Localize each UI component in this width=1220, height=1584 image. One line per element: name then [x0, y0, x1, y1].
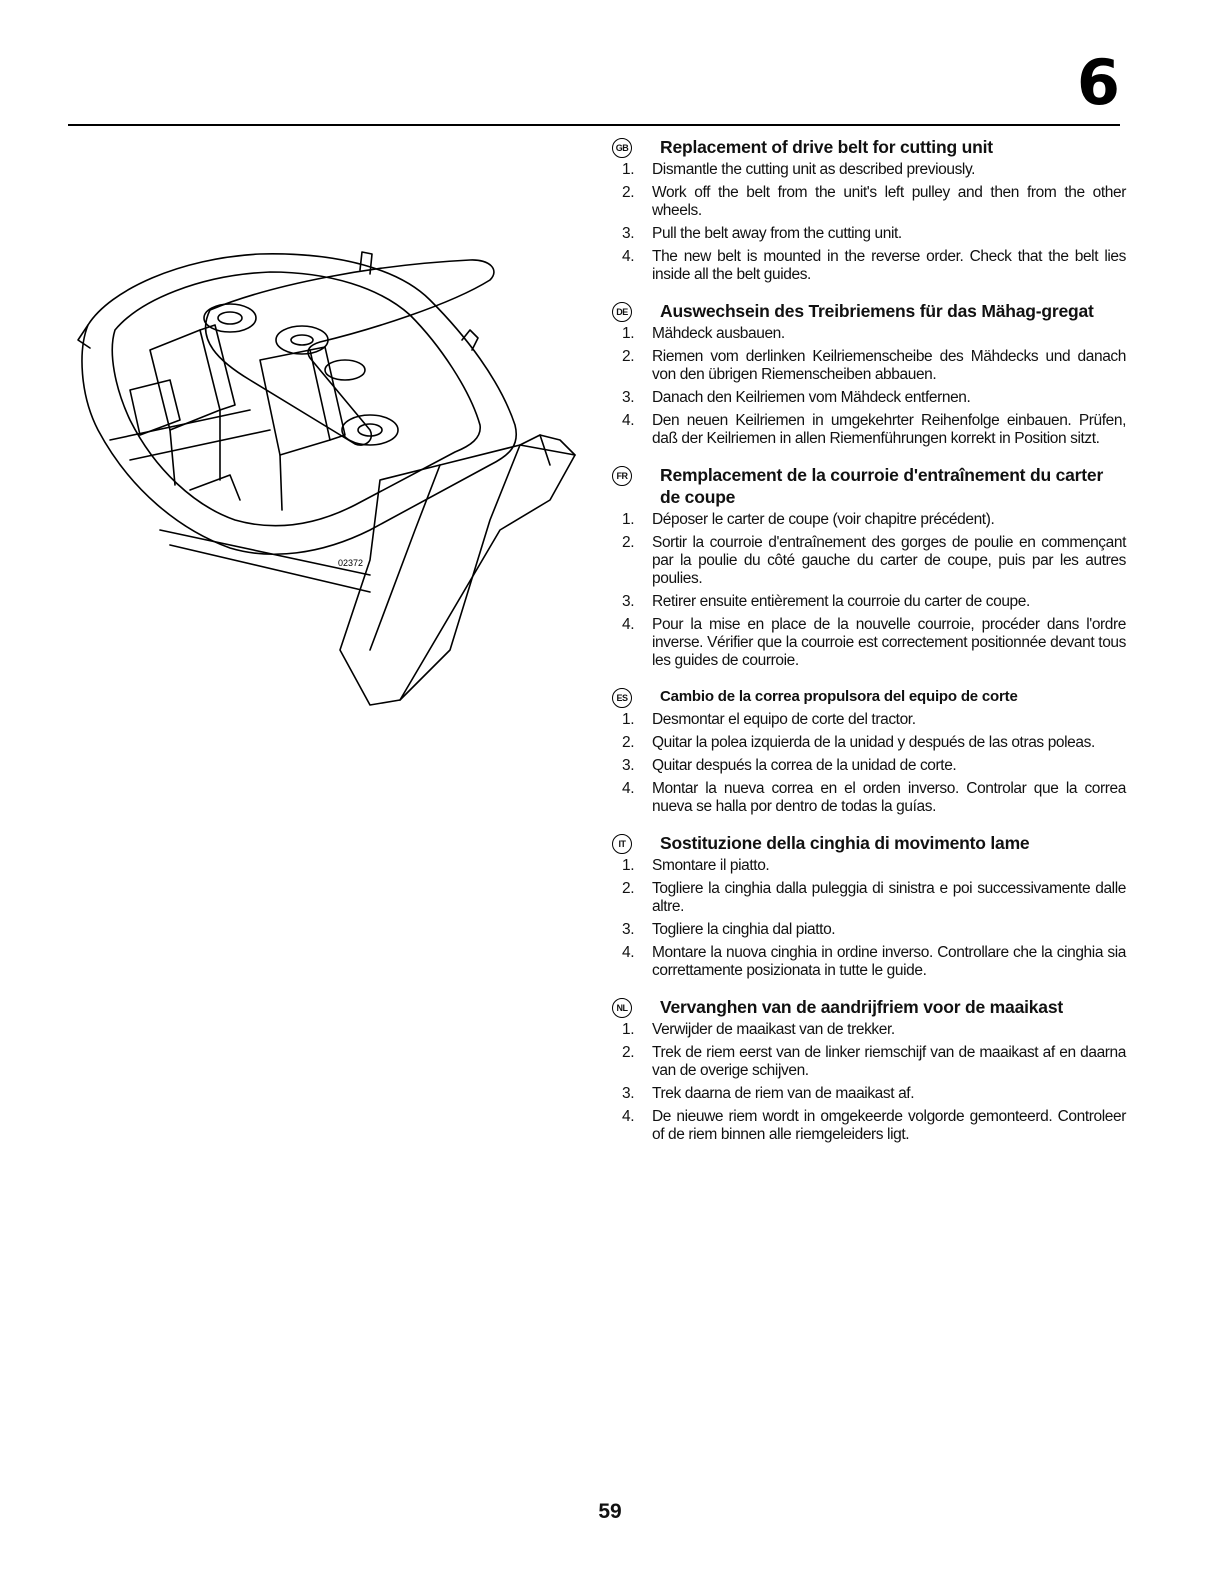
section-es: [612, 686, 1126, 816]
list-item: 1. Verwijder de maaikast van de trekker.: [622, 1021, 895, 1038]
list-item: 2. Trek de riem eerst van de linker riemschijf van de maaikast af en daarna van de overige schijven.: [622, 1044, 1126, 1079]
list-item: 4. Montar la nueva correa en el orden inverso. Controlar que la correa nueva se halla por dentro de todas la guías.: [622, 780, 1126, 815]
section-nl: [612, 996, 1126, 1144]
section-de: [612, 300, 1126, 448]
list-item: 4. The new belt is mounted in the reverse order. Check that the belt lies inside all the belt guides.: [622, 248, 1126, 283]
list-item: 1. Déposer le carter de coupe (voir chapitre précédent).: [622, 511, 995, 528]
section-title: Auswechsein des Treibriemens für das Mähag-gregat: [660, 301, 1094, 321]
language-badge-it: IT: [612, 834, 632, 854]
section-gb: [612, 136, 1126, 284]
language-badge-gb: GB: [612, 138, 632, 158]
chapter-number: 6: [1076, 46, 1120, 119]
list-item: 1. Smontare il piatto.: [622, 857, 770, 874]
drive-belt: [206, 260, 494, 445]
page-number: 59: [598, 1500, 622, 1523]
instructions-column: [612, 136, 1126, 1160]
list-item: 3. Retirer ensuite entièrement la courroie du carter de coupe.: [622, 593, 1030, 610]
list-item: 2. Riemen vom derlinken Keilriemenscheibe des Mähdecks und danach von den übrigen Riemenscheiben abbauen.: [622, 348, 1126, 383]
section-title: Cambio de la correa propulsora del equipo de corte: [660, 688, 1018, 705]
section-title: Vervanghen van de aandrijfriem voor de maaikast: [660, 997, 1063, 1017]
list-item: 2. Togliere la cinghia dalla puleggia di sinistra e poi successivamente dalle altre.: [622, 880, 1126, 915]
pulley-left: [204, 304, 256, 332]
list-item: 3. Pull the belt away from the cutting unit.: [622, 225, 902, 242]
language-badge-es: ES: [612, 688, 632, 708]
language-badge-de: DE: [612, 302, 632, 322]
list-item: 2. Quitar la polea izquierda de la unidad y después de las otras poleas.: [622, 734, 1095, 751]
header-rule: [68, 124, 1120, 126]
list-item: 1. Mähdeck ausbauen.: [622, 325, 785, 342]
figure-code: 02372: [338, 558, 364, 568]
list-item: 1. Dismantle the cutting unit as described previously.: [622, 161, 976, 178]
section-title: Sostituzione della cinghia di movimento lame: [660, 833, 1030, 853]
list-item: 2. Sortir la courroie d'entraînement des gorges de poulie en commençant par la poulie du côté gauche du carter de coupe, puis par les autres poulies.: [622, 534, 1126, 587]
language-badge-fr: FR: [612, 466, 632, 486]
language-badge-nl: NL: [612, 998, 632, 1018]
section-fr: [612, 464, 1126, 670]
section-title: Replacement of drive belt for cutting unit: [660, 137, 993, 157]
list-item: 3. Togliere la cinghia dal piatto.: [622, 921, 836, 938]
list-item: 1. Desmontar el equipo de corte del tractor.: [622, 711, 916, 728]
pulley-center: [276, 326, 328, 354]
discharge-chute: [340, 445, 575, 705]
list-item: 3. Trek daarna de riem van de maaikast af.: [622, 1085, 915, 1102]
section-it: [612, 832, 1126, 980]
list-item: 2. Work off the belt from the unit's left pulley and then from the other wheels.: [622, 184, 1126, 219]
list-item: 4. Pour la mise en place de la nouvelle courroie, procéder dans l'ordre inverse. Vérifier que la courroie est correctement positionnée devant tous les guides de courroie.: [622, 616, 1126, 669]
list-item: 3. Danach den Keilriemen vom Mähdeck entfernen.: [622, 389, 971, 406]
cutting-unit-illustration: [70, 230, 590, 720]
list-item: 4. De nieuwe riem wordt in omgekeerde volgorde gemonteerd. Controleer of de riem binnen alle riemgeleiders ligt.: [622, 1108, 1126, 1143]
section-title: Remplacement de la courroie d'entraînement du carter de coupe: [660, 465, 1104, 507]
list-item: 3. Quitar después la correa de la unidad de corte.: [622, 757, 957, 774]
list-item: 4. Den neuen Keilriemen in umgekehrter Reihenfolge einbauen. Prüfen, daß der Keilriemen in allen Riemenführungen korrekt in Position sitzt.: [622, 412, 1126, 447]
list-item: 4. Montare la nuova cinghia in ordine inverso. Controllare che la cinghia sia correttamente posizionata in tutte le guide.: [622, 944, 1126, 979]
